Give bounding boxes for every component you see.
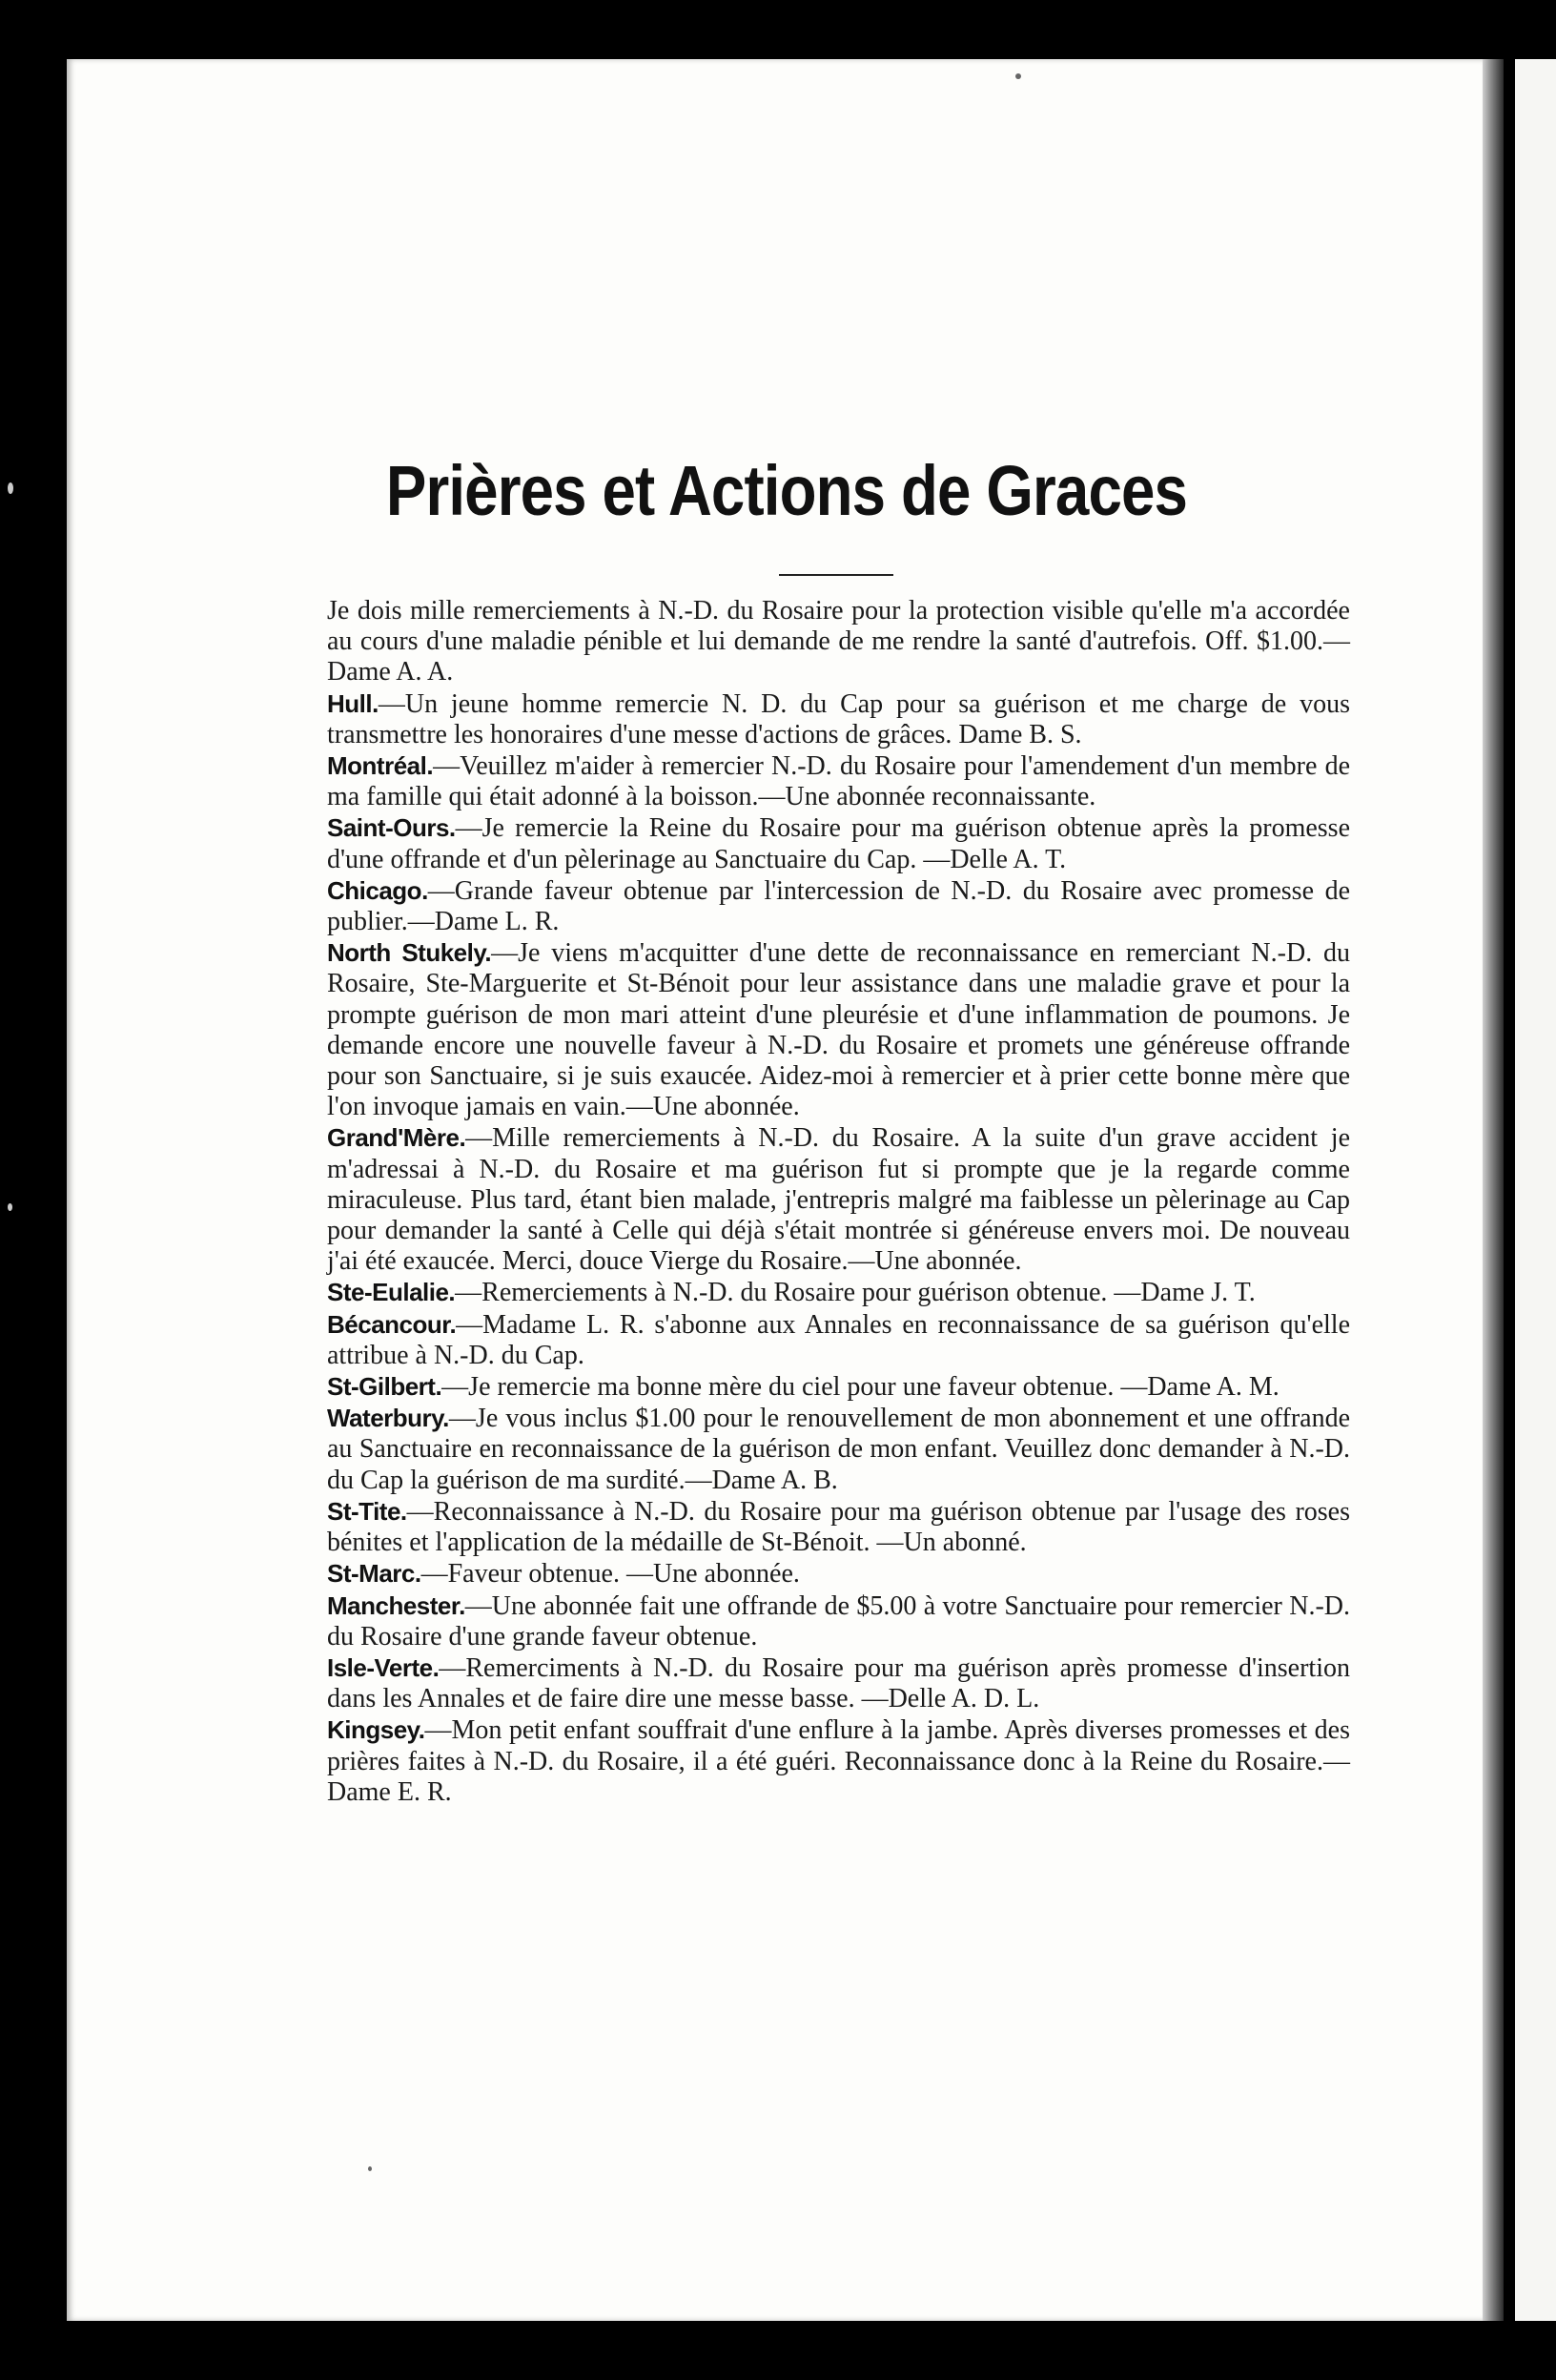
entry-text: —Je viens m'acquitter d'une dette de reconnaissance en remerciant N.-D. du Rosaire, Ste-Marguerite et St-Bénoit pour leur assistance dans une maladie grave et pour la prompte guérison de mon mari atteint d'une pleurésie et d'une inflammation de poumons. Je demande encore une nouvelle faveur à N.-D. du Rosaire et promets une généreuse offrande pour son Sanctuaire, si je suis exaucée. Aidez-moi à remercier et à prier cette bonne mère que l'on invoque jamais en vain.—Une abonnée. bbox=[327, 938, 1350, 1122]
entry-place: Ste-Eulalie. bbox=[327, 1278, 456, 1307]
entry-place: St-Tite. bbox=[327, 1496, 407, 1526]
entry bbox=[327, 1403, 1350, 1496]
entry-text: —Madame L. R. s'abonne aux Annales en reconnaissance de sa guérison qu'elle attribue à N.-D. du Cap. bbox=[327, 1309, 1350, 1370]
adjacent-page-sliver bbox=[1515, 59, 1556, 2321]
entry bbox=[327, 1496, 1350, 1558]
page-edge-shadow bbox=[1483, 59, 1504, 2321]
entry bbox=[327, 750, 1350, 812]
page-gap bbox=[1504, 38, 1515, 2346]
entry-text: —Je remercie la Reine du Rosaire pour ma guérison obtenue après la promesse d'une offrande et d'un pèlerinage au Sanctuaire du Cap. —Delle A. T. bbox=[327, 813, 1350, 874]
entry-text: —Mille remerciements à N.-D. du Rosaire. A la suite d'un grave accident je m'adressai à N.-D. du Rosaire et ma guérison fut si prompte que je la regarde comme miraculeuse. Plus tard, étant bien malade, j'entrepris malgré ma faiblesse un pèlerinage au Cap pour demander la santé à Celle qui déjà s'était montrée si généreuse envers moi. De nouveau j'ai été exaucée. Merci, douce Vierge du Rosaire.—Une abonnée. bbox=[327, 1123, 1350, 1277]
entry-place: Waterbury. bbox=[327, 1404, 449, 1433]
entry bbox=[327, 595, 1350, 688]
entry bbox=[327, 688, 1350, 750]
entry-place: Isle-Verte. bbox=[327, 1652, 440, 1682]
entry-place: Kingsey. bbox=[327, 1715, 425, 1745]
entry-text: —Remerciements à N.-D. du Rosaire pour guérison obtenue. —Dame J. T. bbox=[455, 1278, 1256, 1308]
entry-text: —Je vous inclus $1.00 pour le renouvellement de mon abonnement et une offrande au Sanctuaire en reconnaissance de la guérison de mon enfant. Veuillez donc demander à N.-D. du Cap la guérison de ma surdité.—Dame A. B. bbox=[327, 1404, 1350, 1495]
speck-mark bbox=[8, 482, 13, 494]
entry-text: —Mon petit enfant souffrait d'une enflure à la jambe. Après diverses promesses et des prières faites à N.-D. du Rosaire, il a été guéri. Reconnaissance donc à la Reine du Rosaire.—Dame E. R. bbox=[327, 1715, 1350, 1807]
entry-text: —Reconnaissance à N.-D. du Rosaire pour ma guérison obtenue par l'usage des roses bénites et l'application de la médaille de St-Bénoit. —Un abonné. bbox=[327, 1496, 1350, 1558]
entry-text: —Une abonnée fait une offrande de $5.00 à votre Sanctuaire pour remercier N.-D. du Rosaire d'une grande faveur obtenue. bbox=[327, 1590, 1350, 1652]
entry bbox=[327, 1714, 1350, 1808]
speck-mark bbox=[1015, 73, 1021, 79]
entry-place: Bécancour. bbox=[327, 1309, 457, 1339]
entry-text: —Faveur obtenue. —Une abonnée. bbox=[420, 1559, 800, 1590]
entry-text: —Un jeune homme remercie N. D. du Cap pour sa guérison et me charge de vous transmettre les honoraires d'une messe d'actions de grâces. Dame B. S. bbox=[327, 688, 1350, 749]
page-title: Prières et Actions de Graces bbox=[385, 451, 1188, 530]
speck-mark bbox=[368, 2166, 372, 2171]
entry bbox=[327, 1652, 1350, 1714]
entries-list bbox=[327, 595, 1350, 1808]
entry bbox=[327, 1558, 1350, 1590]
entry-place: Manchester. bbox=[327, 1590, 465, 1620]
entry-text: —Veuillez m'aider à remercier N.-D. du Rosaire pour l'amendement d'un membre de ma famille qui était adonné à la boisson.—Une abonnée reconnaissante. bbox=[327, 751, 1350, 812]
entry bbox=[327, 1277, 1350, 1308]
entry bbox=[327, 1122, 1350, 1277]
entry-text: —Je remercie ma bonne mère du ciel pour une faveur obtenue. —Dame A. M. bbox=[441, 1372, 1280, 1403]
entry bbox=[327, 875, 1350, 937]
speck-mark bbox=[8, 1203, 12, 1211]
entry-place: Hull. bbox=[327, 688, 379, 718]
entry-place: North Stukely. bbox=[327, 938, 492, 968]
entry-place: St-Marc. bbox=[327, 1559, 421, 1589]
entry-place: Chicago. bbox=[327, 875, 428, 905]
entry-text: —Remerciments à N.-D. du Rosaire pour ma guérison après promesse d'insertion dans les Annales et de faire dire une messe basse. —Delle A. D. L. bbox=[327, 1652, 1350, 1714]
entry-place: St-Gilbert. bbox=[327, 1372, 442, 1402]
entry bbox=[327, 812, 1350, 874]
entry-text: Je dois mille remerciements à N.-D. du Rosaire pour la protection visible qu'elle m'a accordée au cours d'une maladie pénible et lui demande de me rendre la santé d'autrefois. Off. $1.00.—Dame A. A. bbox=[327, 596, 1350, 687]
entry bbox=[327, 1371, 1350, 1403]
entry-place: Saint-Ours. bbox=[327, 813, 456, 843]
entry bbox=[327, 1309, 1350, 1371]
entry-place: Grand'Mère. bbox=[327, 1123, 466, 1153]
entry bbox=[327, 937, 1350, 1122]
entry-text: —Grande faveur obtenue par l'intercession de N.-D. du Rosaire avec promesse de publier.—Dame L. R. bbox=[327, 875, 1350, 937]
entry-place: Montréal. bbox=[327, 751, 434, 781]
entry bbox=[327, 1590, 1350, 1652]
title-rule bbox=[779, 574, 893, 576]
